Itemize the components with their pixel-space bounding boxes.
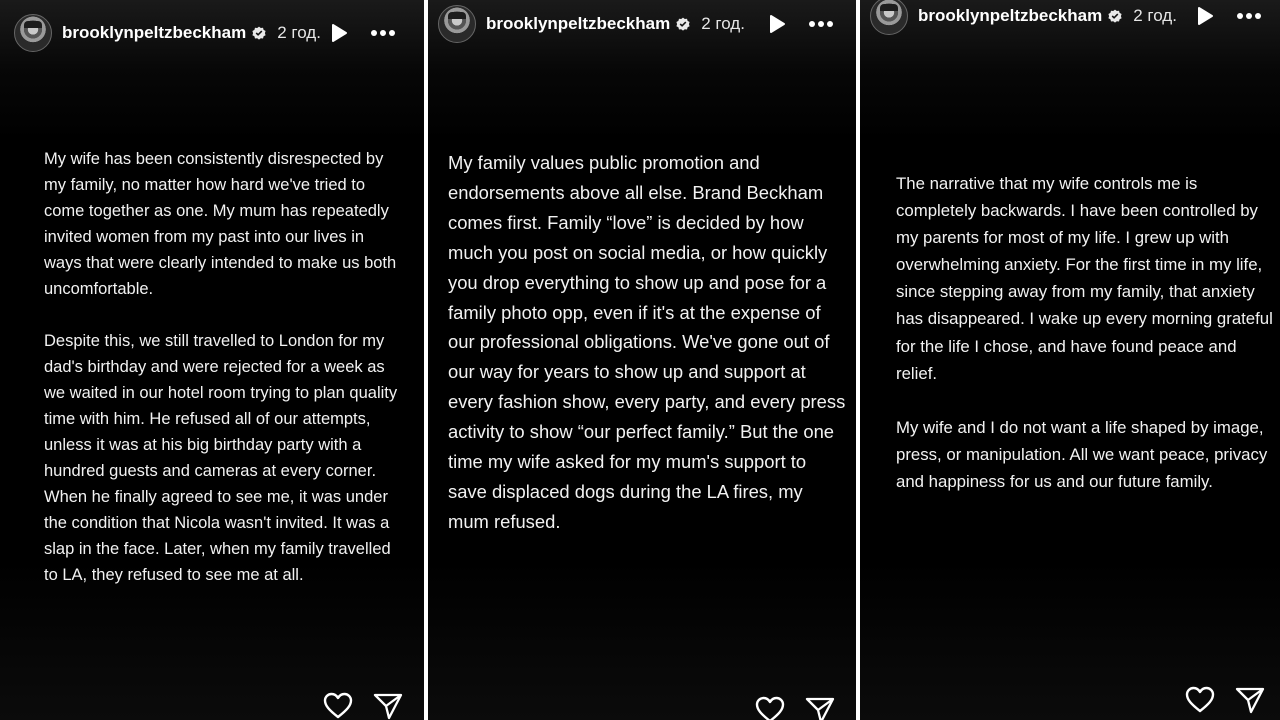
play-icon xyxy=(1196,6,1214,26)
more-options-icon xyxy=(808,20,834,28)
avatar[interactable] xyxy=(870,0,908,35)
more-options-button[interactable] xyxy=(368,22,398,44)
story-caption: My wife has been consistently disrespected by my family, no matter how hard we've tried to come together as one. My mum has repeatedly invited women from my past into our lives in ways that were clearly intended to make us both uncomfortable. Despite this, we still travelled to London for my dad's birthday and were rejected for a week as we waited in our hotel room trying to plan quality time with him. He refused all of our attempts, unless it was at his big birthday party with a hundred guests and cameras at every corner. When he finally agreed to see me, it was under the condition that Nicola wasn't invited. It was a slap in the face. Later, when my family travelled to LA, they refused to see me at all. xyxy=(44,150,398,584)
more-options-icon xyxy=(370,29,396,37)
username[interactable]: brooklynpeltzbeckham xyxy=(918,6,1103,25)
story-actions xyxy=(754,694,836,720)
like-button[interactable] xyxy=(1184,684,1216,716)
username[interactable]: brooklynpeltzbeckham xyxy=(486,14,671,33)
story-caption: The narrative that my wife controls me is completely backwards. I have been controlled by my parents for most of my life. I grew up with overwhelming anxiety. For the first time in my life, since stepping away from my family, that anxiety has disappeared. I wake up every morning grateful for the life I chose, and have found peace and relief. My wife and I do not want a life shaped by image, press, or manipulation. All we want peace, privacy and happiness for us and our future family. xyxy=(896,174,1273,492)
avatar[interactable] xyxy=(14,14,52,52)
avatar[interactable] xyxy=(438,5,476,43)
play-button[interactable] xyxy=(766,13,788,35)
story-panel-3 xyxy=(860,0,1280,720)
story-actions xyxy=(322,690,404,720)
verified-badge-icon xyxy=(675,16,691,32)
post-time: 2 год. xyxy=(1133,6,1177,25)
username[interactable]: brooklynpeltzbeckham xyxy=(62,23,247,42)
more-options-button[interactable] xyxy=(806,13,836,35)
send-icon xyxy=(1235,686,1265,714)
story-panel-1 xyxy=(0,0,424,720)
post-time: 2 год. xyxy=(701,14,745,33)
more-options-icon xyxy=(1236,12,1262,20)
play-icon xyxy=(330,23,348,43)
share-button[interactable] xyxy=(804,694,836,720)
heart-icon xyxy=(323,692,353,720)
more-options-button[interactable] xyxy=(1234,5,1264,27)
share-button[interactable] xyxy=(372,690,404,720)
verified-badge-icon xyxy=(1107,8,1123,24)
story-caption: My family values public promotion and endorsements above all else. Brand Beckham comes first. Family “love” is decided by how much you post on social media, or how quickly you drop everything to show up and pose for a family photo opp, even if it's at the expense of our professional obligations. We've gone out of our way for years to show up and support at every fashion show, every party, and every press activity to show “our perfect family.” But the one time my wife asked for my mum's support to save displaced dogs during the LA fires, my mum refused. xyxy=(448,152,851,532)
post-time: 2 год. xyxy=(277,23,321,42)
story-panel-2 xyxy=(428,0,856,720)
share-button[interactable] xyxy=(1234,684,1266,716)
play-button[interactable] xyxy=(328,22,350,44)
like-button[interactable] xyxy=(322,690,354,720)
like-button[interactable] xyxy=(754,694,786,720)
heart-icon xyxy=(1185,686,1215,714)
send-icon xyxy=(373,692,403,720)
play-button[interactable] xyxy=(1194,5,1216,27)
story-actions xyxy=(1184,684,1266,716)
story-header xyxy=(438,5,836,43)
play-icon xyxy=(768,14,786,34)
heart-icon xyxy=(755,696,785,720)
verified-badge-icon xyxy=(251,25,267,41)
send-icon xyxy=(805,696,835,720)
story-header xyxy=(870,0,1264,35)
story-header xyxy=(14,14,398,52)
